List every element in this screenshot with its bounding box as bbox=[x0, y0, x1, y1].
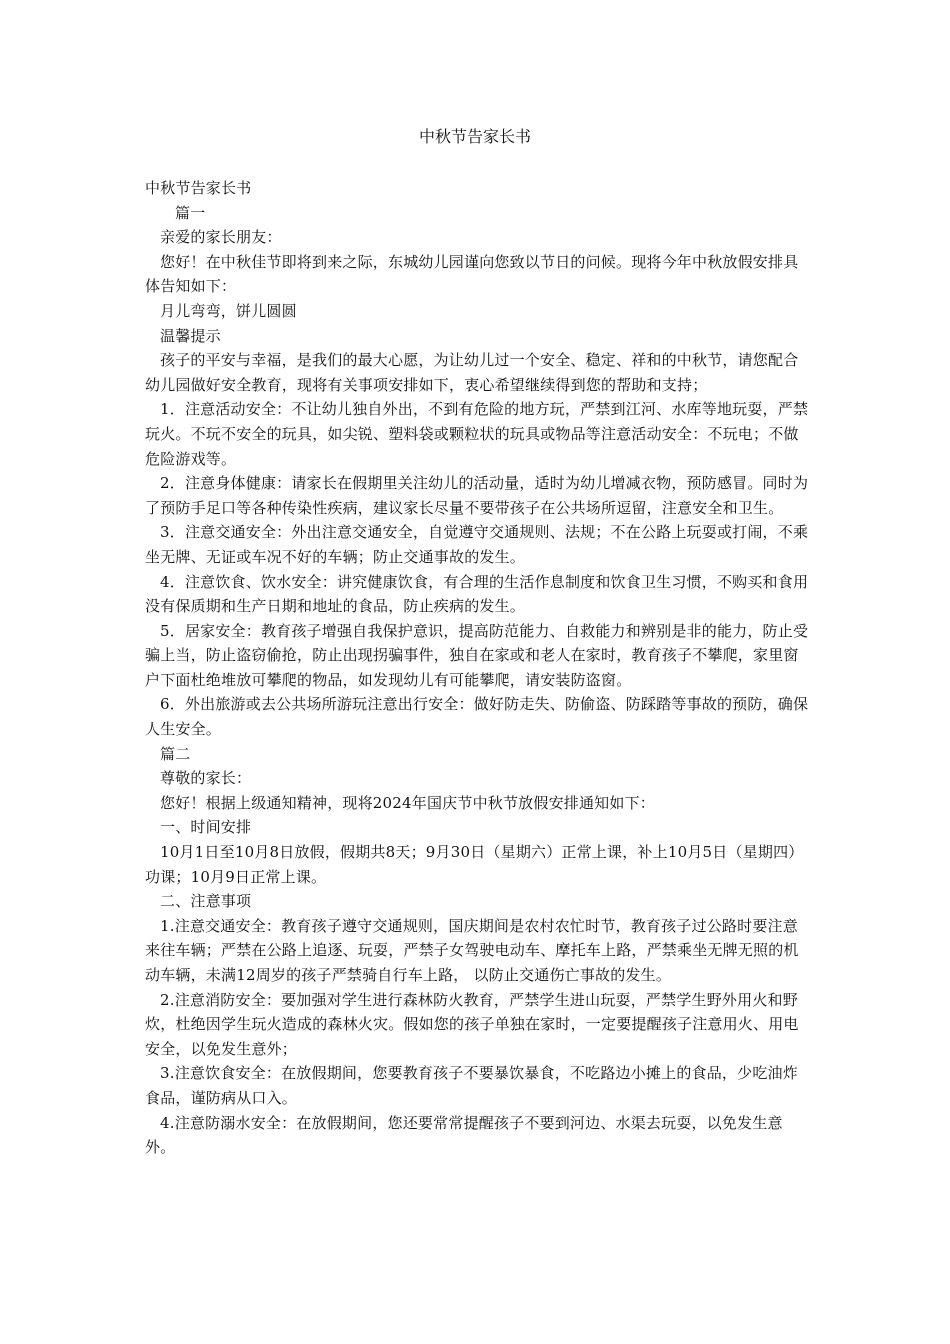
paragraph: 2.注意消防安全：要加强对学生进行森林防火教育，严禁学生进山玩耍，严禁学生野外用火和野炊，杜绝因学生玩火造成的森林火灾。假如您的孩子单独在家时，一定要提醒孩子注意用火、用电安全，以免发生意外； bbox=[145, 990, 799, 1058]
paragraph: 篇一 bbox=[175, 203, 206, 222]
paragraph: 3.注意饮食安全：在放假期间，您要教育孩子不要暴饮暴食，不吃路边小摊上的食品，少吃油炸食品，谨防病从口入。 bbox=[145, 1064, 798, 1107]
paragraph: 3．注意交通安全：外出注意交通安全，自觉遵守交通规则、法规；不在公路上玩耍或打闹，不乘坐无牌、无证或车况不好的车辆；防止交通事故的发生。 bbox=[145, 523, 809, 566]
paragraph: 中秋节告家长书 bbox=[145, 179, 252, 197]
paragraph: 二、注意事项 bbox=[160, 892, 252, 911]
paragraph: 4．注意饮食、饮水安全：讲究健康饮食，有合理的生活作息制度和饮食卫生习惯，不购买和食用没有保质期和生产日期和地址的食品，防止疾病的发生。 bbox=[145, 572, 809, 616]
paragraph: 1.注意交通安全：教育孩子遵守交通规则，国庆期间是农村农忙时节，教育孩子过公路时要注意来往车辆；严禁在公路上追逐、玩耍，严禁子女驾驶电动车、摩托车上路，严禁乘坐无牌无照的机动车辆，未满12周岁的孩子严禁骑自行车上路， 以防止交通伤亡事故的发生。 bbox=[145, 916, 799, 984]
paragraph: 一、时间安排 bbox=[160, 818, 252, 837]
paragraph: 篇二 bbox=[160, 744, 191, 763]
paragraph: 您好！根据上级通知精神，现将2024年国庆节中秋节放假安排通知如下： bbox=[160, 793, 655, 812]
paragraph: 您好！在中秋佳节即将到来之际，东城幼儿园谨向您致以节日的问候。现将今年中秋放假安排具体告知如下： bbox=[145, 252, 799, 296]
document-title: 中秋节告家长书 bbox=[418, 127, 531, 146]
paragraph: 温馨提示 bbox=[160, 326, 221, 345]
paragraph: 10月1日至10月8日放假，假期共8天；9月30日（星期六）正常上课，补上10月5日（星期四）功课；10月9日正常上课。 bbox=[145, 843, 804, 886]
paragraph: 6．外出旅游或去公共场所游玩注意出行安全：做好防走失、防偷盗、防踩踏等事故的预防，确保人生安全。 bbox=[145, 695, 809, 739]
paragraph: 2．注意身体健康：请家长在假期里关注幼儿的活动量，适时为幼儿增减衣物，预防感冒。同时为了预防手足口等各种传染性疾病，建议家长尽量不要带孩子在公共场所逗留，注意安全和卫生。 bbox=[145, 474, 809, 517]
document-body bbox=[145, 176, 810, 1160]
paragraph: 4.注意防溺水安全：在放假期间，您还要常常提醒孩子不要到河边、水渠去玩耍，以免发生意外。 bbox=[145, 1113, 783, 1157]
paragraph: 5．居家安全：教育孩子增强自我保护意识，提高防范能力、自救能力和辨别是非的能力，防止受骗上当，防止盗窃偷抢，防止出现拐骗事件，独自在家或和老人在家时，教育孩子不攀爬，家里窗户下面杜绝堆放可攀爬的物品，如发现幼儿有可能攀爬，请安装防盗窗。 bbox=[145, 621, 809, 689]
paragraph: 亲爱的家长朋友： bbox=[160, 228, 282, 247]
paragraph: 孩子的平安与幸福，是我们的最大心愿，为让幼儿过一个安全、稳定、祥和的中秋节，请您配合幼儿园做好安全教育，现将有关事项安排如下，衷心希望继续得到您的帮助和支持； bbox=[145, 351, 799, 394]
paragraph: 1．注意活动安全：不让幼儿独自外出，不到有危险的地方玩，严禁到江河、水库等地玩耍，严禁玩火。不玩不安全的玩具，如尖锐、塑料袋或颗粒状的玩具或物品等注意活动安全：不玩电；不做危险游戏等。 bbox=[145, 400, 809, 468]
paragraph: 月儿弯弯，饼儿圆圆 bbox=[160, 301, 297, 320]
paragraph: 尊敬的家长： bbox=[160, 769, 252, 788]
